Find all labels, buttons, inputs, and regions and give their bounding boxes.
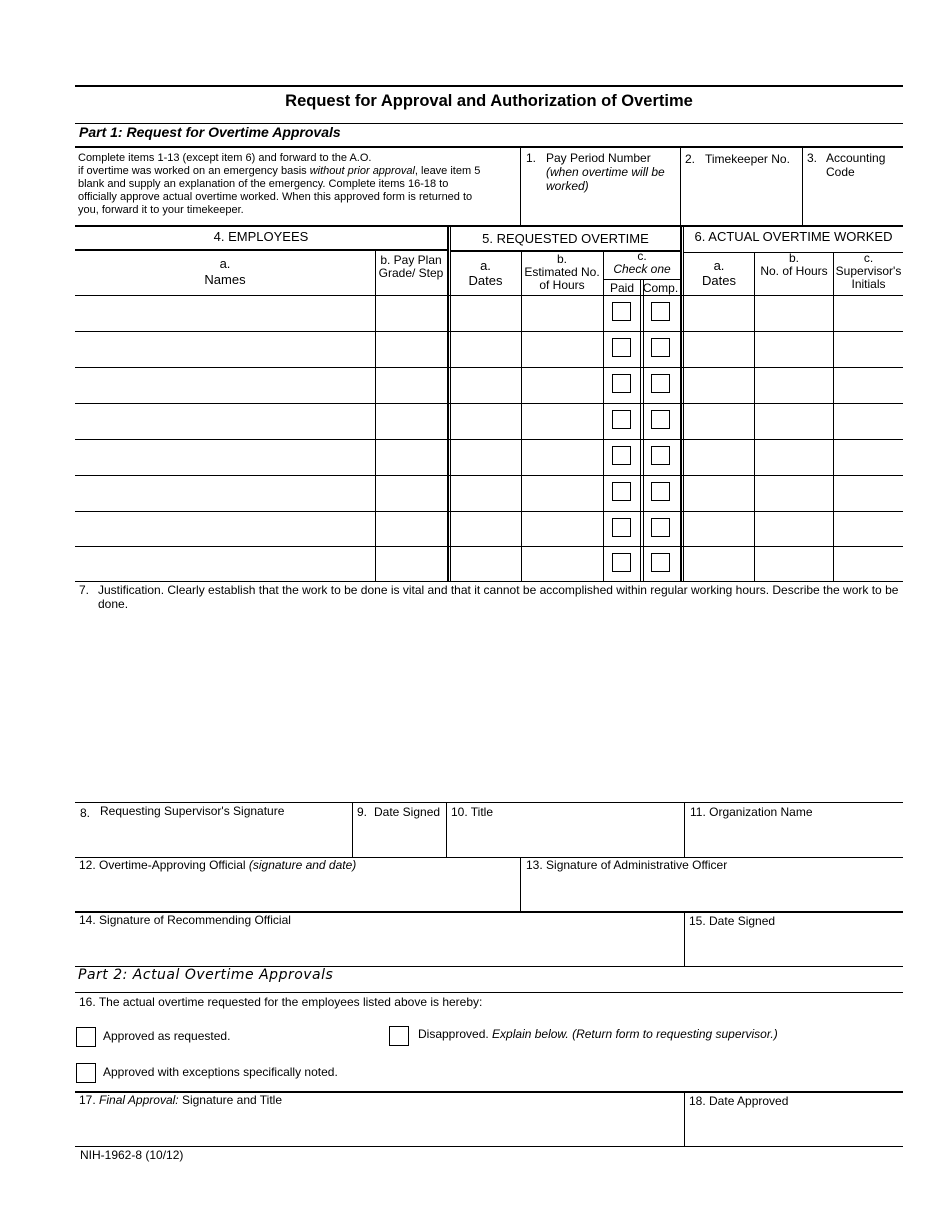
instructions	[78, 152, 518, 217]
paid-checkbox[interactable]	[612, 482, 631, 501]
item17-label: Signature and Title	[178, 1093, 283, 1107]
justification-field[interactable]	[76, 612, 902, 800]
instructions-line: Complete items 1-13 (except item 6) and forward to the A.O.	[78, 152, 372, 164]
instructions-line: officially approve actual overtime worked. When this approved form is returned to	[78, 191, 473, 203]
item14-label: Signature of Recommending Official	[99, 913, 291, 927]
rule	[75, 146, 903, 148]
col-label: Dates	[702, 273, 736, 288]
col-line	[640, 280, 641, 581]
rule	[75, 225, 903, 227]
col-initials-header	[834, 252, 903, 291]
col-letter: b.	[788, 251, 799, 265]
title-field[interactable]: 10. Title	[451, 805, 494, 819]
instructions-text: if overtime was worked on an emergency basis	[78, 165, 310, 177]
col-pay-header: b. Pay Plan Grade/ Step	[378, 253, 444, 280]
col-letter: b.	[556, 252, 567, 266]
admin-officer-signature-field[interactable]	[526, 858, 896, 908]
item17-num: 17.	[79, 1093, 96, 1107]
row-line	[75, 581, 903, 582]
col-label: Estimated No. of Hours	[524, 265, 600, 292]
timekeeper-no-field[interactable]: Timekeeper No.	[705, 152, 790, 166]
instructions-line	[78, 165, 518, 178]
item13-label: Signature of Administrative Officer	[546, 858, 728, 872]
form-title: Request for Approval and Authorization of Overtime	[285, 92, 693, 110]
supervisor-signature-field[interactable]: Requesting Supervisor's Signature	[100, 804, 285, 818]
paid-checkbox[interactable]	[612, 553, 631, 572]
item14-num: 14.	[79, 913, 96, 927]
col-line	[375, 251, 376, 581]
item12-label: Overtime-Approving Official	[99, 858, 249, 872]
item12-num: 12.	[79, 858, 96, 872]
comp-checkbox[interactable]	[651, 482, 670, 501]
section5-heading: 5. REQUESTED OVERTIME	[482, 231, 649, 246]
disapproved-label	[418, 1027, 778, 1041]
col-line	[603, 251, 604, 581]
approved-as-requested-checkbox[interactable]	[76, 1027, 96, 1047]
section4-heading: 4. EMPLOYEES	[213, 229, 309, 244]
part2-heading: Part 2: Actual Overtime Approvals	[78, 967, 334, 983]
pay-period-note: (when overtime will be worked)	[546, 165, 665, 193]
divider	[802, 147, 803, 226]
col-est-hours-header	[522, 253, 602, 292]
instructions-line: blank and supply an explanation of the emergency. Complete items 16-18 to	[78, 178, 449, 190]
paid-checkbox[interactable]	[612, 446, 631, 465]
comp-checkbox[interactable]	[651, 410, 670, 429]
instructions-line: you, forward it to your timekeeper.	[78, 204, 244, 216]
paid-checkbox[interactable]	[612, 302, 631, 321]
date-approved-field[interactable]: 18. Date Approved	[689, 1094, 789, 1108]
item16-text	[79, 995, 899, 1009]
item8-num: 8.	[80, 806, 91, 820]
divider	[680, 147, 681, 226]
col-hours-header	[755, 252, 833, 278]
item3-num: 3.	[807, 151, 818, 165]
instructions-text: , leave item 5	[414, 165, 481, 177]
col-letter: a.	[219, 256, 231, 271]
item1-num: 1.	[526, 151, 537, 165]
paid-checkbox[interactable]	[612, 518, 631, 537]
part1-heading: Part 1: Request for Overtime Approvals	[79, 124, 341, 140]
item12-note: (signature and date)	[248, 858, 357, 872]
col-req-dates-header	[451, 258, 520, 288]
col-act-dates-header	[684, 258, 754, 288]
disapproved-text: Disapproved.	[418, 1027, 493, 1041]
col-label: Names	[204, 272, 246, 287]
col-line	[643, 280, 644, 581]
col-line	[521, 251, 522, 581]
col-label: Check one	[613, 262, 671, 276]
paid-checkbox[interactable]	[612, 410, 631, 429]
comp-checkbox[interactable]	[651, 338, 670, 357]
col-comp-header: Comp.	[642, 281, 679, 295]
comp-checkbox[interactable]	[651, 446, 670, 465]
disapproved-checkbox[interactable]	[389, 1026, 409, 1046]
divider	[520, 147, 521, 226]
col-label: Dates	[468, 273, 503, 288]
col-paid-header: Paid	[609, 281, 635, 295]
final-approval-field[interactable]	[79, 1093, 679, 1143]
rule	[604, 279, 680, 280]
divider	[446, 803, 447, 858]
col-letter: a.	[480, 258, 491, 273]
comp-checkbox[interactable]	[651, 302, 670, 321]
disapproved-note: Explain below. (Return form to requesting supervisor.)	[492, 1027, 778, 1041]
divider	[520, 858, 521, 912]
col-label: Supervisor's Initials	[835, 264, 902, 291]
employee-names-cells[interactable]	[76, 296, 374, 581]
item9-num: 9.	[357, 805, 368, 819]
divider	[684, 913, 685, 966]
organization-name-field[interactable]: 11. Organization Name	[690, 805, 813, 819]
item7-num: 7.	[79, 583, 90, 597]
item13-num: 13.	[526, 858, 543, 872]
divider	[684, 1093, 685, 1146]
col-check-header	[604, 250, 680, 276]
recommending-official-field[interactable]	[79, 913, 679, 963]
col-letter: a.	[713, 258, 725, 273]
item17-italic: Final Approval:	[99, 1093, 179, 1107]
instructions-italic: without prior approval	[309, 165, 415, 177]
col-label: No. of Hours	[760, 264, 828, 278]
approved-as-requested-label: Approved as requested.	[103, 1029, 231, 1043]
date-signed-15-field[interactable]: 15. Date Signed	[689, 914, 776, 928]
rule	[75, 992, 903, 993]
item16-num: 16.	[79, 995, 96, 1009]
pay-period-label: Pay Period Number	[546, 151, 651, 165]
rule	[75, 249, 447, 251]
paid-checkbox[interactable]	[612, 374, 631, 393]
col-line	[833, 253, 834, 581]
approved-with-exceptions-label: Approved with exceptions specifically noted.	[103, 1065, 338, 1079]
justification-label: Justification. Clearly establish that the work to be done is vital and that it cannot be accomplished within regular working hours. Describe the work to be done.	[98, 583, 899, 611]
accounting-code-field[interactable]: Accounting Code	[826, 151, 886, 179]
paid-checkbox[interactable]	[612, 338, 631, 357]
approved-with-exceptions-checkbox[interactable]	[76, 1063, 96, 1083]
comp-checkbox[interactable]	[651, 553, 670, 572]
item16-label: The actual overtime requested for the employees listed above is hereby:	[98, 995, 483, 1009]
col-letter: c.	[637, 249, 647, 263]
divider	[352, 803, 353, 858]
pay-period-field[interactable]	[546, 151, 676, 193]
comp-checkbox[interactable]	[651, 518, 670, 537]
rule	[75, 802, 903, 803]
approving-official-field[interactable]	[79, 858, 517, 908]
col-line	[754, 253, 755, 581]
comp-checkbox[interactable]	[651, 374, 670, 393]
bottom-rule	[75, 1146, 903, 1147]
date-signed-field[interactable]: Date Signed	[374, 805, 441, 819]
col-letter: c.	[863, 251, 874, 265]
divider	[684, 803, 685, 858]
top-rule	[75, 85, 903, 87]
item2-num: 2.	[685, 152, 696, 166]
section6-heading: 6. ACTUAL OVERTIME WORKED	[694, 229, 893, 244]
col-names-header	[75, 256, 375, 287]
form-number: NIH-1962-8 (10/12)	[80, 1148, 184, 1162]
